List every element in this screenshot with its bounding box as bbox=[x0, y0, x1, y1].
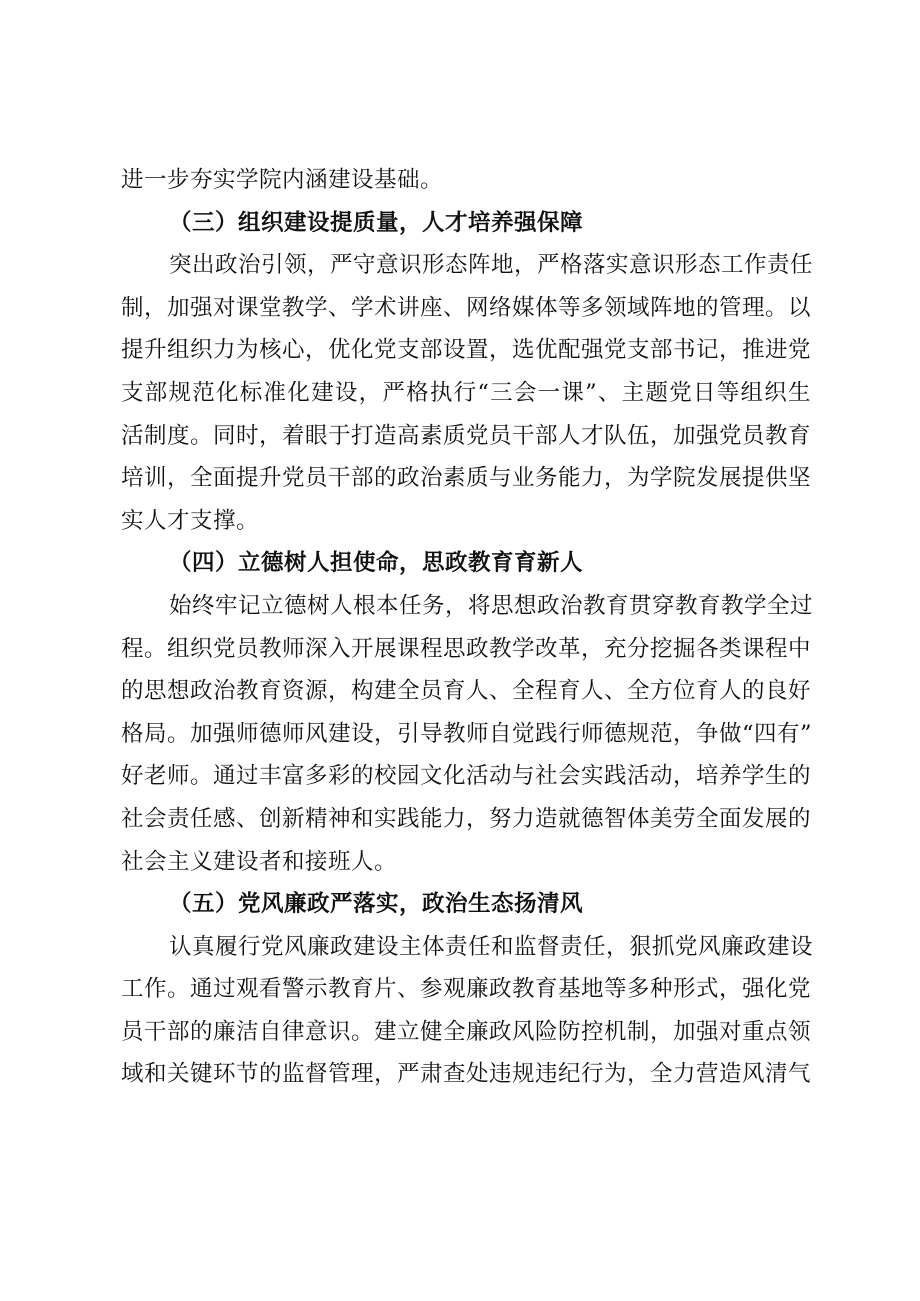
paragraph-line: 工作。通过观看警示教育片、参观廉政教育基地等多种形式，强化党 bbox=[121, 976, 812, 1003]
section-heading-3: （三）组织建设提质量，人才培养强保障 bbox=[169, 209, 584, 236]
paragraph-line: 域和关键环节的监督管理，严肃查处违规违纪行为，全力营造风清气 bbox=[121, 1061, 812, 1088]
paragraph-line: 始终牢记立德树人根本任务，将思想政治教育贯穿教育教学全过 bbox=[169, 592, 814, 619]
paragraph-line: 支部规范化标准化建设，严格执行“三会一课”、主题党日等组织生 bbox=[121, 379, 811, 406]
paragraph-line: 活制度。同时，着眼于打造高素质党员干部人才队伍，加强党员教育 bbox=[121, 422, 812, 449]
paragraph-line: 提升组织力为核心，优化党支部设置，选优配强党支部书记，推进党 bbox=[121, 337, 812, 364]
section-heading-4: （四）立德树人担使命，思政教育育新人 bbox=[169, 550, 584, 577]
paragraph-line: 社会责任感、创新精神和实践能力，努力造就德智体美劳全面发展的 bbox=[121, 805, 812, 832]
paragraph-line: 格局。加强师德师风建设，引导教师自觉践行师德规范，争做“四有” bbox=[121, 720, 813, 747]
paragraph-line: 制，加强对课堂教学、学术讲座、网络媒体等多领域阵地的管理。以 bbox=[121, 294, 812, 321]
paragraph-line: 实人才支撑。 bbox=[121, 507, 260, 534]
paragraph-line: 进一步夯实学院内涵建设基础。 bbox=[121, 167, 444, 193]
paragraph-line: 的思想政治教育资源，构建全员育人、全程育人、全方位育人的良好 bbox=[121, 678, 812, 705]
paragraph-line: 程。组织党员教师深入开展课程思政教学改革，充分挖掘各类课程中 bbox=[121, 635, 812, 662]
paragraph-line: 员干部的廉洁自律意识。建立健全廉政风险防控机制，加强对重点领 bbox=[121, 1018, 812, 1045]
paragraph-line: 社会主义建设者和接班人。 bbox=[121, 848, 398, 875]
document-page bbox=[121, 159, 814, 1096]
paragraph-line: 认真履行党风廉政建设主体责任和监督责任，狠抓党风廉政建设 bbox=[169, 933, 814, 960]
paragraph-line: 培训，全面提升党员干部的政治素质与业务能力，为学院发展提供坚 bbox=[121, 465, 812, 492]
paragraph-line: 好老师。通过丰富多彩的校园文化活动与社会实践活动，培养学生的 bbox=[121, 763, 812, 790]
section-heading-5: （五）党风廉政严落实，政治生态扬清风 bbox=[169, 891, 584, 918]
paragraph-line: 突出政治引领，严守意识形态阵地，严格落实意识形态工作责任 bbox=[169, 252, 814, 279]
